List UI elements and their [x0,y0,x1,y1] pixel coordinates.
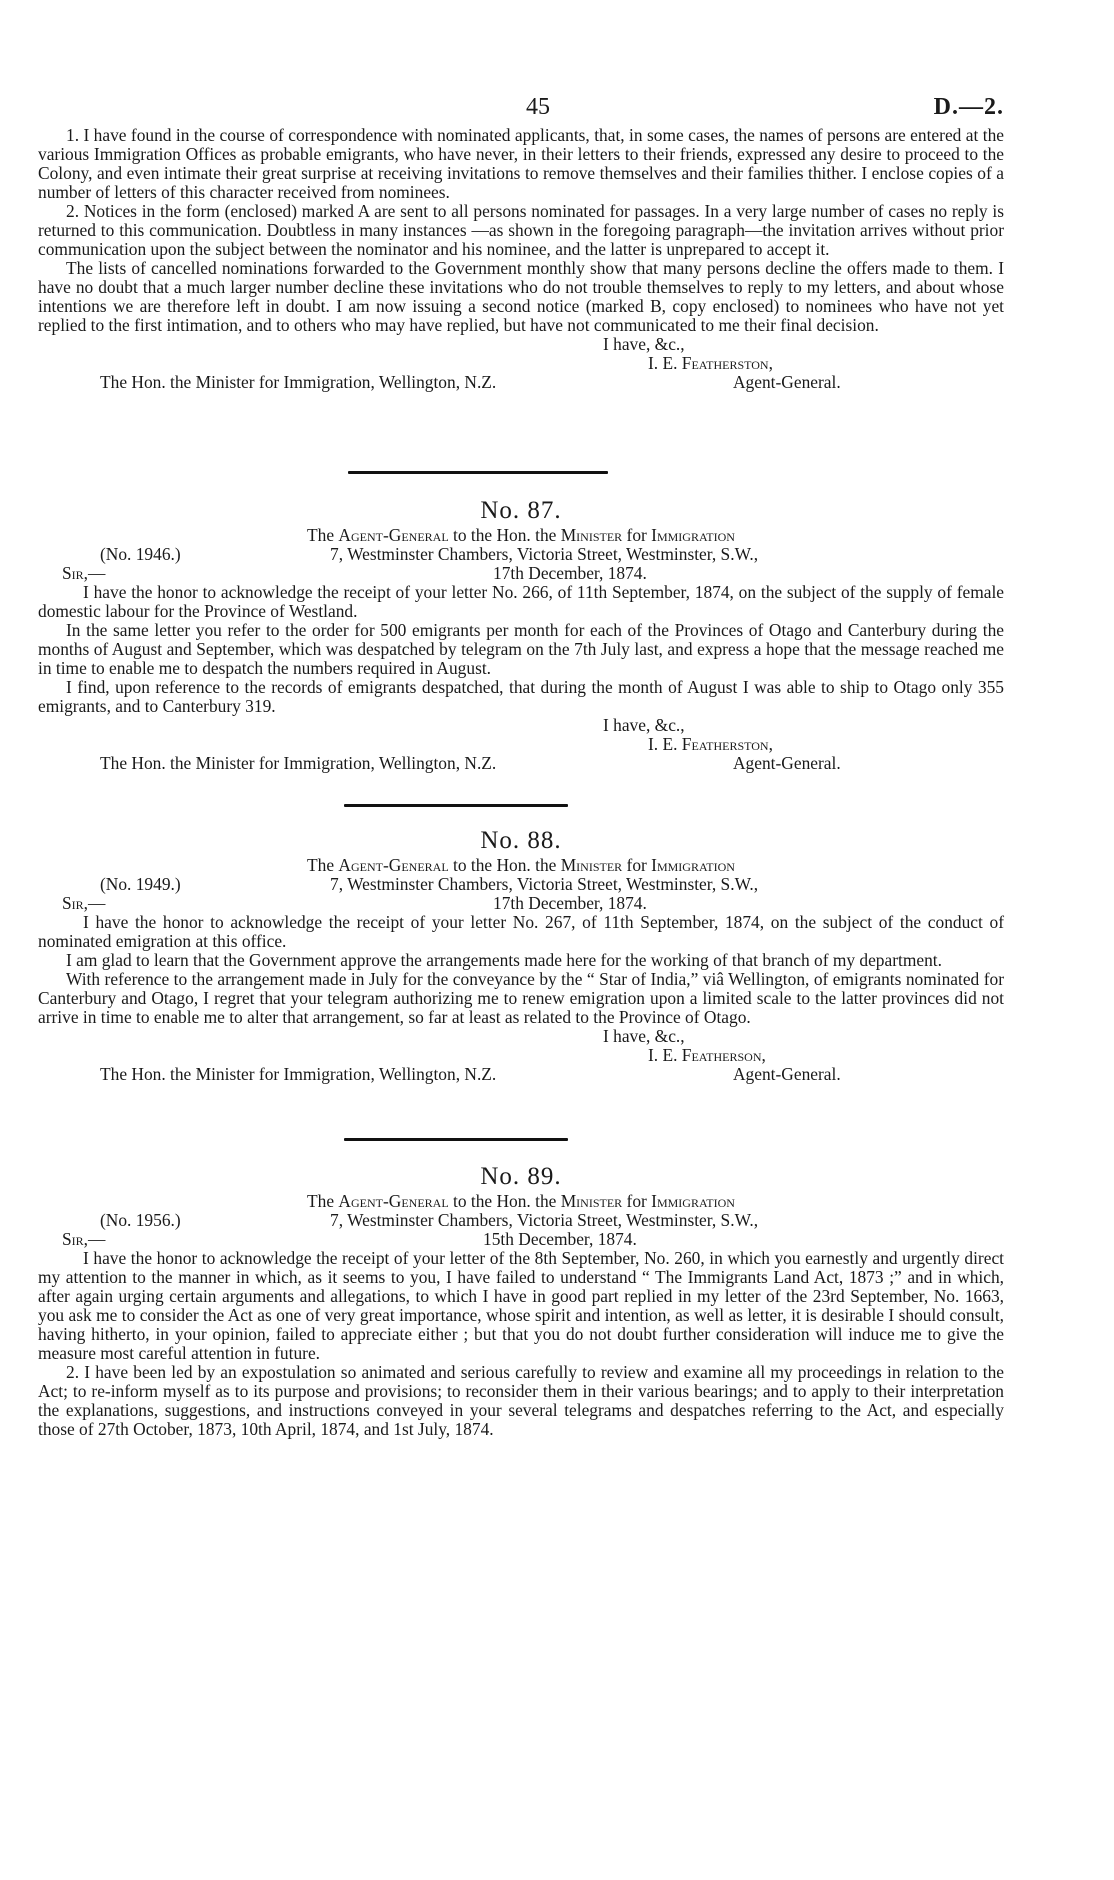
closing-line [38,335,1004,354]
letter-ref: (No. 1949.) [100,874,181,894]
section-rule [344,1138,568,1141]
page-header [38,94,1004,124]
letter-ref-line [38,1211,1004,1230]
document-page [38,0,1004,1880]
paragraph: In the same letter you refer to the order for 500 emigrants per month for each of the Provinces of Otago and Canterbury during the months of August and September, which was despatched by telegram on the 7th July last, and express a hope that the message reached me in time to enable me to despatch the numbers required in August. [38,620,1004,678]
signer-role: Agent-General. [733,753,841,773]
salutation-line [38,894,1004,913]
closing: I have, &c., [603,715,685,735]
paragraph: I have the honor to acknowledge the receipt of your letter of the 8th September, No. 260, in which you earnestly and urgently direct my attention to the manner in which, as it seems to you, I have failed to understand “ The Immigrants Land Act, 1873 ;” and in which, after again urging certain arguments and allegations, to which I have in good part replied in my letter of the 23rd September, No. 1663, you ask me to consider the Act as one of very great importance, whose spirit and intention, as well as letter, it is desirable I should consult, having hitherto, in your opinion, failed to appreciate either ; but that you do not doubt further consideration will induce me to give the measure most careful attention in future. [38,1248,1004,1363]
signer: I. E. Featherston, [648,734,773,754]
letter-address: 7, Westminster Chambers, Victoria Street, Westminster, S.W., [330,874,759,894]
signer-role: Agent-General. [733,1064,841,1084]
paragraph: 2. I have been led by an expostulation so animated and serious carefully to review and examine all my proceedings in relation to the Act; to re-inform myself as to its purpose and provisions; to reconsider them in their various bearings; and to apply to their interpretation the explanations, suggestions, and instructions conveyed in your several telegrams and despatches referring to the Act, and especially those of 27th October, 1873, 10th April, 1874, and 1st July, 1874. [38,1362,1004,1439]
letter-89 [38,1162,1004,1439]
closing: I have, &c., [603,1026,685,1046]
closing: I have, &c., [603,334,685,354]
letter-number: No. 89. [480,1163,562,1190]
letter-address: 7, Westminster Chambers, Victoria Street, Westminster, S.W., [330,544,759,564]
paragraph: I am glad to learn that the Government approve the arrangements made here for the working of that branch of my department. [66,950,942,970]
addressee: The Hon. the Minister for Immigration, Wellington, N.Z. [100,1064,497,1084]
signer: I. E. Featherston, [648,353,773,373]
salutation: Sir,— [62,563,106,583]
letter-number: No. 87. [480,497,562,524]
letter-subtitle: The Agent-General to the Hon. the Minister for Immigration [307,525,735,545]
signer-role: Agent-General. [733,372,841,392]
paragraph: I find, upon reference to the records of emigrants despatched, that during the month of August I was able to ship to Otago only 355 emigrants, and to Canterbury 319. [38,677,1004,716]
salutation-line [38,1230,1004,1249]
letter-ref: (No. 1956.) [100,1210,181,1230]
paragraph: With reference to the arrangement made in July for the conveyance by the “ Star of India,” viâ Wellington, of emigrants nominated for Canterbury and Otago, I regret that your telegram authorizing me to renew emigration upon a limited scale to the latter provinces did not arrive in time to enable me to alter that arrangement, so far at least as related to the Province of Otago. [38,969,1004,1027]
addressee-line [38,1065,1004,1084]
letter-88 [38,826,1004,1084]
letter-ref-line [38,875,1004,894]
letter-87 [38,496,1004,773]
salutation: Sir,— [62,1229,106,1249]
closing-line [38,716,1004,735]
document-code: D.—2. [933,94,1004,120]
addressee: The Hon. the Minister for Immigration, Wellington, N.Z. [100,372,497,392]
paragraph: I have the honor to acknowledge the receipt of your letter No. 267, of 11th September, 1874, on the subject of the conduct of nominated emigration at this office. [38,912,1004,951]
letter-subtitle: The Agent-General to the Hon. the Minister for Immigration [307,1191,735,1211]
page-number: 45 [526,94,550,120]
closing-line [38,1027,1004,1046]
paragraph: The lists of cancelled nominations forwarded to the Government monthly show that many persons decline the offers made to them. I have no doubt that a much larger number decline these invitations who do not trouble themselves to reply to my letters, and about whose intentions we are therefore left in doubt. I am now issuing a second notice (marked B, copy enclosed) to nominees who have not yet replied to the first intimation, and to others who may have replied, but have not communicated to me their final decision. [38,258,1004,335]
addressee: The Hon. the Minister for Immigration, Wellington, N.Z. [100,753,497,773]
salutation: Sir,— [62,893,106,913]
letter-date: 15th December, 1874. [483,1229,637,1249]
paragraph: 1. I have found in the course of correspondence with nominated applicants, that, in some cases, the names of persons are entered at the various Immigration Offices as probable emigrants, who have never, in their letters to their friends, expressed any desire to proceed to the Colony, and even intimate their great surprise at receiving invitations to remove themselves and their families thither. I enclose copies of a number of letters of this character received from nominees. [38,125,1004,202]
section-rule [348,471,608,474]
letter-date: 17th December, 1874. [493,893,647,913]
paragraph: 2. Notices in the form (enclosed) marked A are sent to all persons nominated for passages. In a very large number of cases no reply is returned to this communication. Doubtless in many instances —as shown in the foregoing paragraph—the invitation arrives without prior communication upon the subject between the nominator and his nominee, and the latter is unprepared to accept it. [38,201,1004,259]
signer: I. E. Featherson, [648,1045,766,1065]
section-rule [344,804,568,807]
signer-line [38,354,1004,373]
letter-date: 17th December, 1874. [493,563,647,583]
continued-letter [38,126,1004,392]
salutation-line [38,564,1004,583]
letter-address: 7, Westminster Chambers, Victoria Street, Westminster, S.W., [330,1210,759,1230]
signer-line [38,735,1004,754]
addressee-line [38,754,1004,773]
letter-ref: (No. 1946.) [100,544,181,564]
letter-ref-line [38,545,1004,564]
letter-subtitle: The Agent-General to the Hon. the Minister for Immigration [307,855,735,875]
letter-number: No. 88. [480,827,562,854]
signer-line [38,1046,1004,1065]
addressee-line [38,373,1004,392]
paragraph: I have the honor to acknowledge the receipt of your letter No. 266, of 11th September, 1874, on the subject of the supply of female domestic labour for the Province of Westland. [38,582,1004,621]
